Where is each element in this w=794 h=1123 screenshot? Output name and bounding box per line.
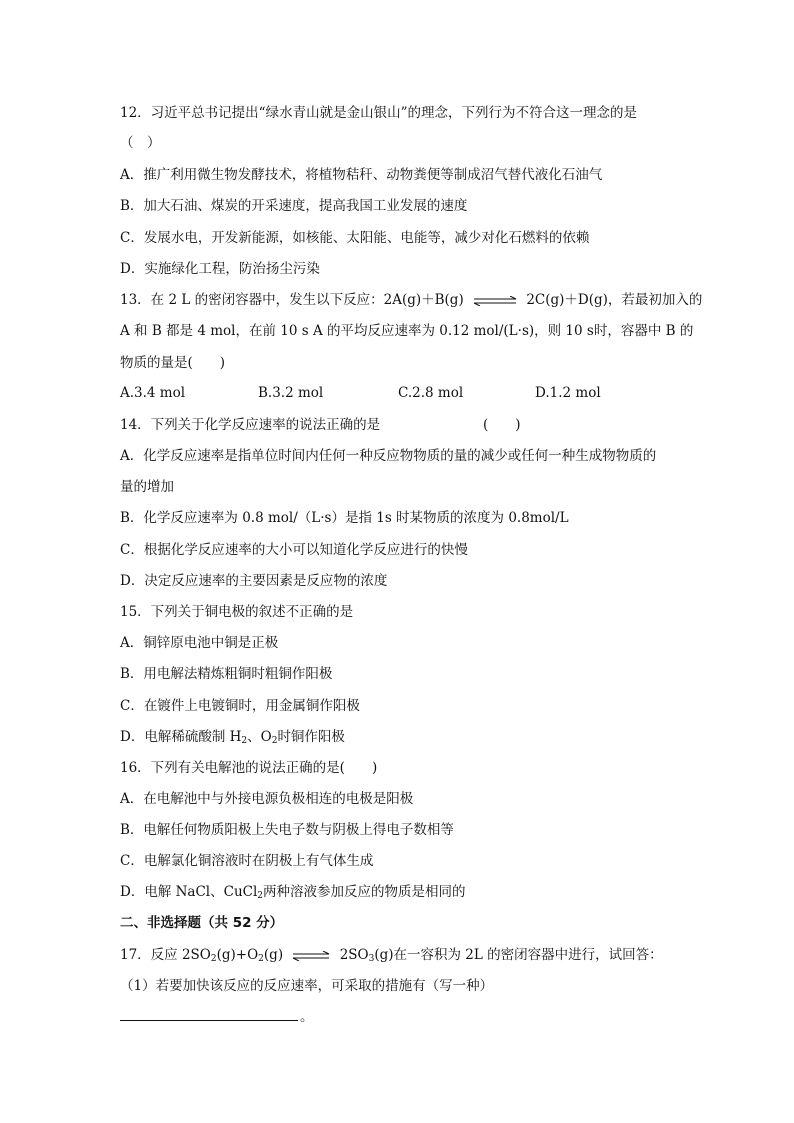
- q16-d-pre: D．电解 NaCl、CuCl: [120, 884, 258, 900]
- q17-sub3: 3: [368, 954, 375, 964]
- q17-mid2: (g): [263, 947, 284, 963]
- answer-blank[interactable]: [120, 1020, 298, 1021]
- q13-stem-pre: 13．在 2 L 的密闭容器中，发生以下反应：2A(g)＋B(g): [120, 292, 464, 308]
- q14-stem: 14．下列关于化学反应速率的说法正确的是: [120, 417, 381, 433]
- q16-stem: 16．下列有关电解池的说法正确的是( ): [120, 760, 378, 776]
- section-heading: 二、非选择题（共 52 分）: [120, 915, 284, 931]
- q15-option-b: B．用电解法精炼粗铜时粗铜作阳极: [120, 666, 333, 682]
- q15-option-c: C．在镀件上电镀铜时，用金属铜作阳极: [120, 698, 360, 714]
- q14-option-d: D．决定反应速率的主要因素是反应物的浓度: [120, 573, 388, 589]
- q17-subquestion-1: （1）若要加快该反应的反应速率，可采取的措施有（写一种）: [120, 978, 494, 994]
- q14-option-a: A．化学反应速率是指单位时间内任何一种反应物物质的量的减少或任何一种生成物物质的: [120, 448, 657, 464]
- q13-option-c: C.2.8 mol: [398, 385, 464, 401]
- q17-sub2: 2: [258, 954, 264, 964]
- q15-d-pre: D．电解稀硫酸制 H: [120, 729, 242, 745]
- q16-d-sub: 2: [257, 891, 264, 901]
- q13-stem: [120, 291, 702, 309]
- q12-paren: （ ）: [120, 135, 161, 151]
- q16-d-post: 两种溶液参加反应的物质是相同的: [263, 884, 466, 900]
- q17-mid1: (g)+O: [216, 947, 259, 963]
- q12-option-a: A．推广利用微生物发酵技术，将植物秸秆、动物粪便等制成沼气替代液化石油气: [120, 167, 603, 183]
- q15-d-mid: 、O: [247, 729, 272, 745]
- q15-option-a: A．铜锌原电池中铜是正极: [120, 635, 279, 651]
- q16-option-d: [120, 883, 466, 901]
- q15-option-d: [120, 728, 345, 746]
- q17-post-pre: 2SO: [339, 947, 369, 963]
- q14-option-b: B．化学反应速率为 0.8 mol/（L·s）是指 1s 时某物质的浓度为 0.8mol/L: [120, 510, 569, 526]
- q15-d-sub2: 2: [271, 736, 278, 746]
- q13-line3: 物质的量是( ): [120, 355, 226, 371]
- q13-line2: A 和 B 都是 4 mol，在前 10 s A 的平均反应速率为 0.12 mol/(L·s)，则 10 s时，容器中 B 的: [120, 323, 694, 339]
- q15-d-post: 时铜作阳极: [277, 729, 345, 745]
- q17-post: (g)在一容积为 2L 的密闭容器中进行，试回答：: [374, 947, 663, 963]
- q12-option-c: C．发展水电，开发新能源，如核能、太阳能、电能等，减少对化石燃料的依赖: [120, 230, 590, 246]
- q12-option-b: B．加大石油、煤炭的开采速度，提高我国工业发展的速度: [120, 198, 468, 214]
- q15-stem: 15．下列关于铜电极的叙述不正确的是: [120, 604, 354, 620]
- q16-option-c: C．电解氯化铜溶液时在阴极上有气体生成: [120, 853, 374, 869]
- q13-option-b: B.3.2 mol: [258, 385, 324, 401]
- q13-option-d: D.1.2 mol: [535, 385, 601, 401]
- q17-sub1: 2: [210, 954, 217, 964]
- q13-stem-post: 2C(g)＋D(g)，若最初加入的: [526, 292, 703, 308]
- q13-option-a: A.3.4 mol: [120, 385, 186, 401]
- q17-stem: [120, 946, 663, 964]
- equilibrium-arrow-icon: [291, 951, 331, 961]
- q14-option-a-cont: 量的增加: [120, 479, 174, 495]
- q16-option-b: B．电解任何物质阳极上失电子数与阴极上得电子数相等: [120, 822, 454, 838]
- q17-pre: 17．反应 2SO: [120, 947, 211, 963]
- equilibrium-arrow-icon: [472, 296, 518, 306]
- q16-option-a: A．在电解池中与外接电源负极相连的电极是阳极: [120, 791, 414, 807]
- q14-option-c: C．根据化学反应速率的大小可以知道化学反应进行的快慢: [120, 542, 468, 558]
- answer-blank-period: 。: [300, 1009, 314, 1025]
- q15-d-sub1: 2: [241, 736, 248, 746]
- q12-stem: 12．习近平总书记提出“绿水青山就是金山银山”的理念，下列行为不符合这一理念的是: [120, 105, 637, 121]
- q12-option-d: D．实施绿化工程，防治扬尘污染: [120, 261, 320, 277]
- q14-paren: ( ): [483, 417, 521, 433]
